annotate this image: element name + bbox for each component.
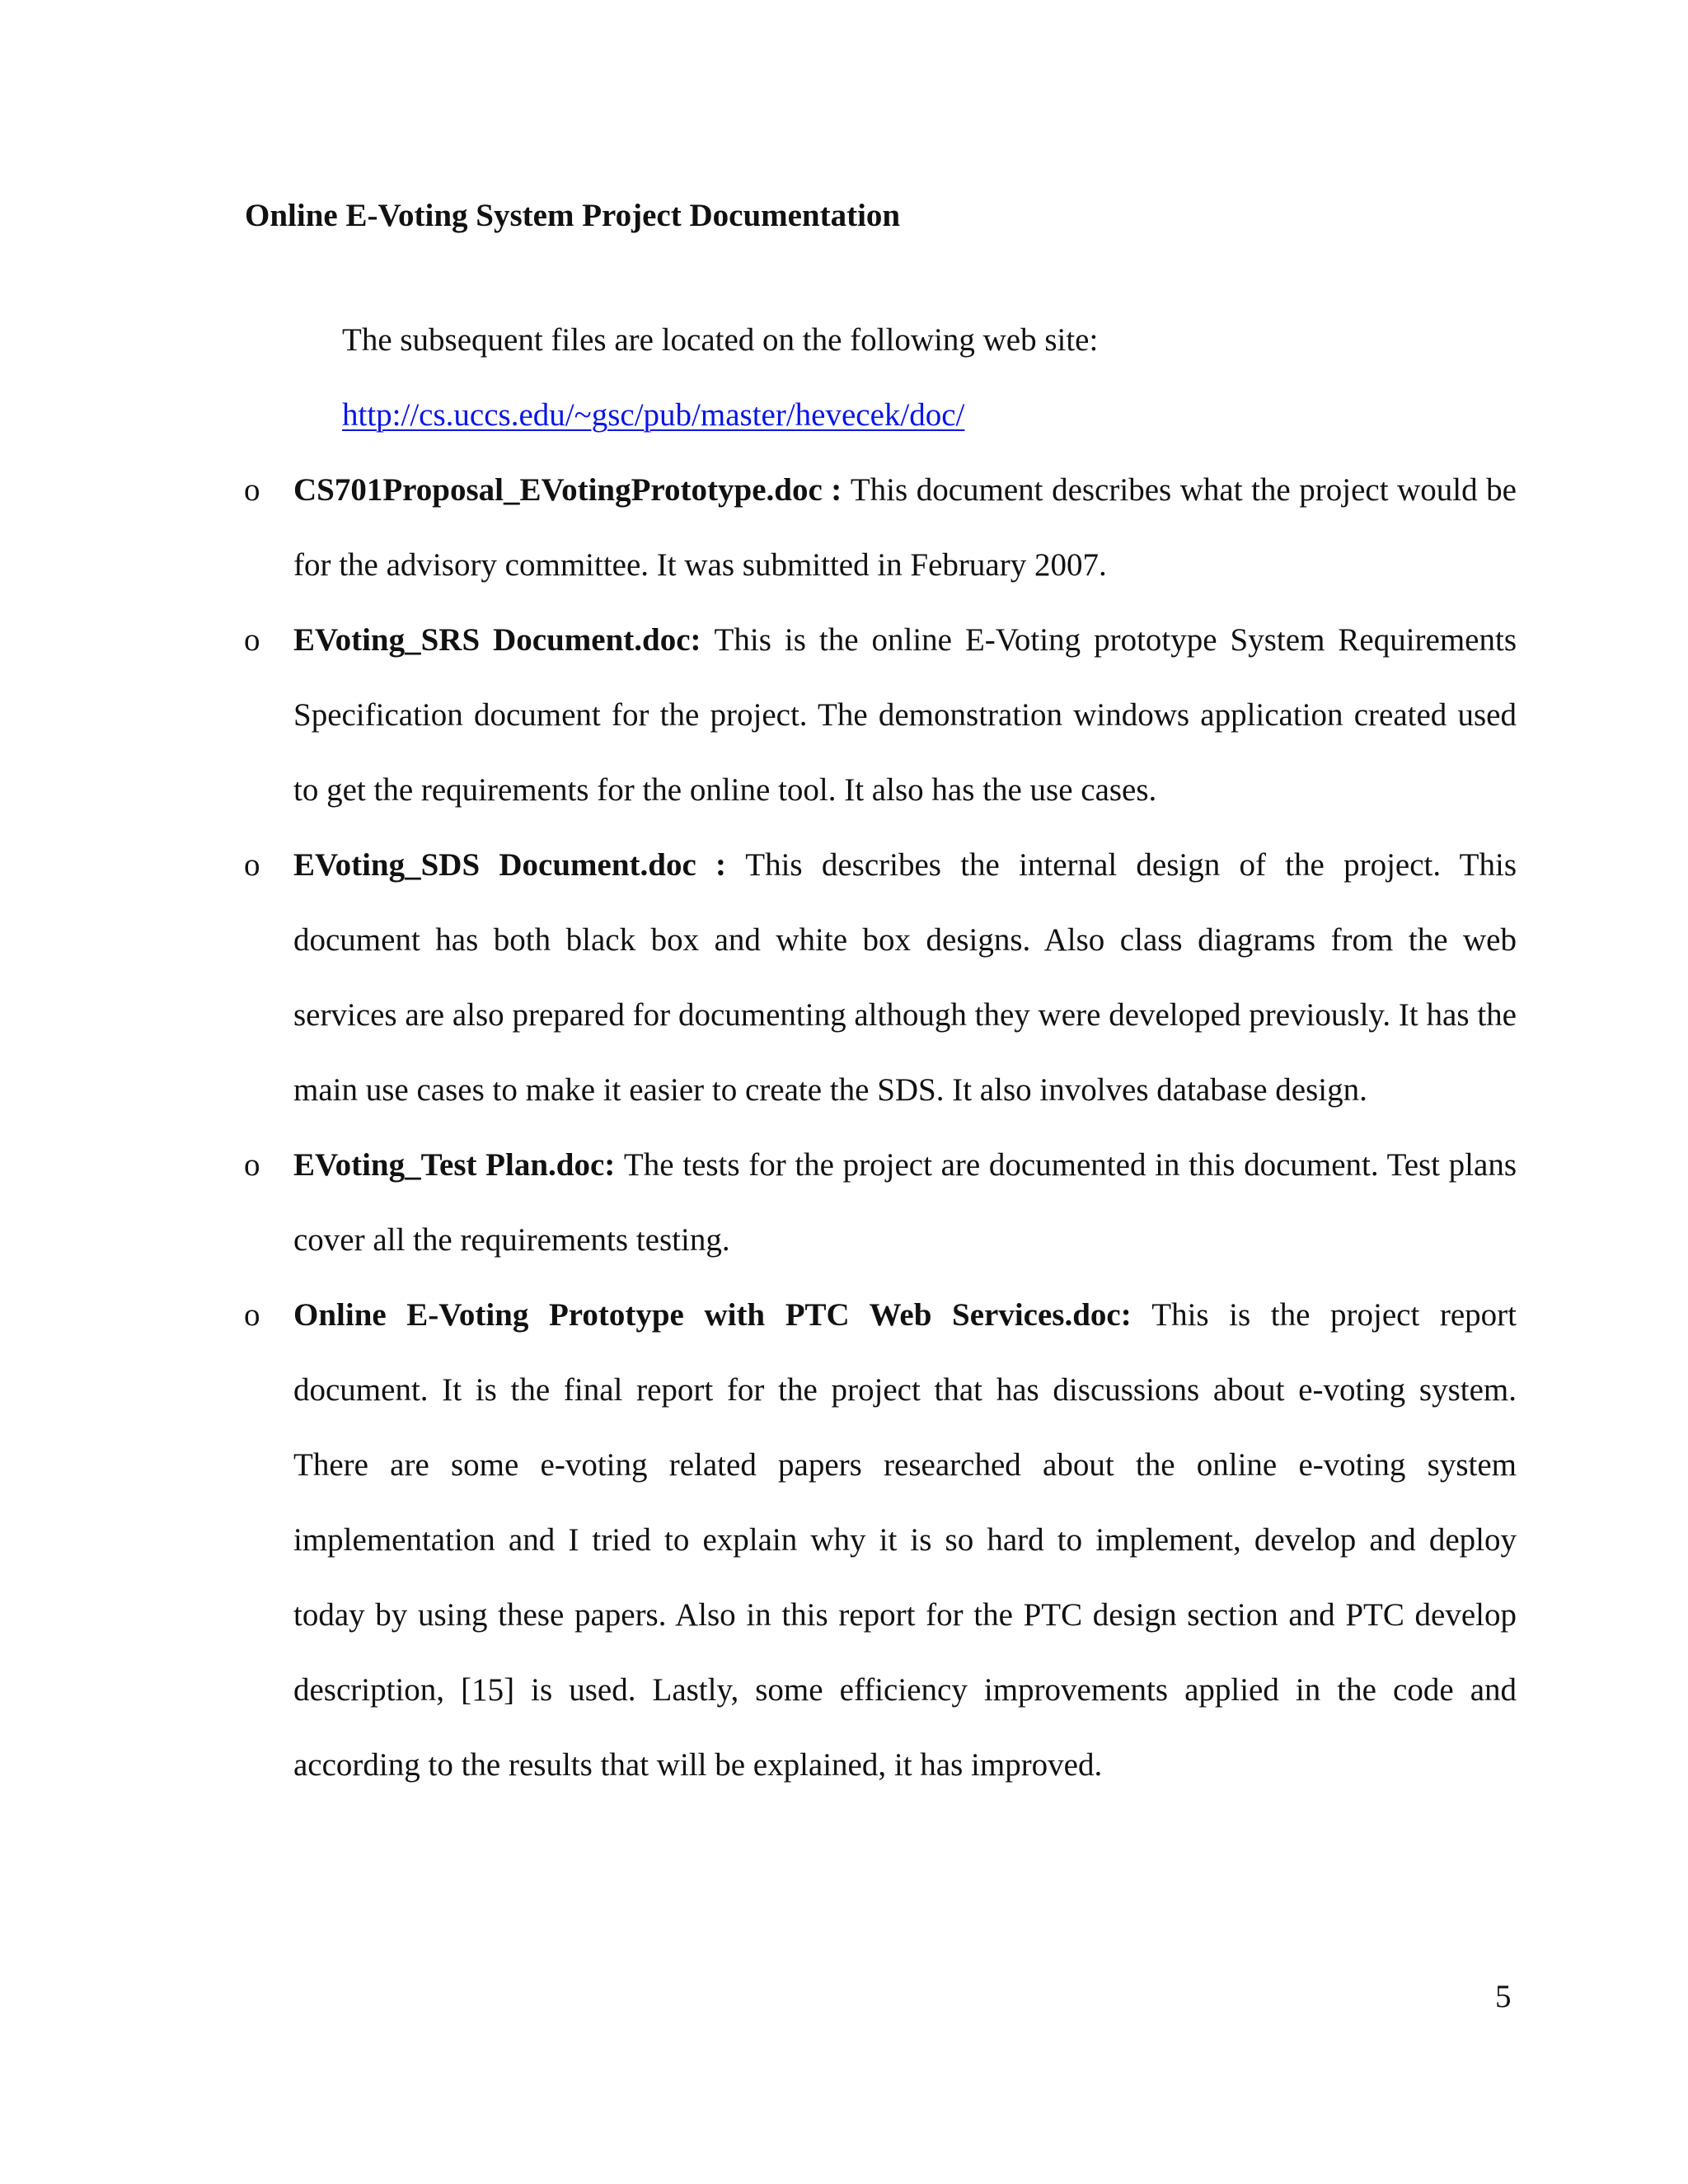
- file-name: Online E-Voting Prototype with PTC Web Services.doc:: [293, 1297, 1152, 1333]
- page-title: Online E-Voting System Project Documentation: [245, 198, 901, 233]
- intro-text: The subsequent files are located on the following web site:: [342, 322, 1099, 358]
- bullet-icon: o: [244, 1297, 260, 1333]
- bullet-icon: o: [244, 622, 260, 658]
- intro-paragraph: [342, 302, 1098, 452]
- page-number: 5: [1495, 1979, 1512, 2014]
- link-line: [342, 377, 1098, 452]
- file-name: EVoting_SRS Document.doc:: [293, 622, 715, 658]
- list-item: [0, 827, 1517, 1127]
- file-description: The tests for the project are documented in this document. Test plans cover all the requirements testing.: [293, 1147, 1517, 1258]
- file-description: This is the project report document. It is the final report for the project that has discussions about e-voting system. There are some e-voting related papers researched about the online e-voting system implementation and I tried to explain why it is so hard to implement, develop and deploy today by using these papers. Also in this report for the PTC design section and PTC develop description, [15] is used. Lastly, some efficiency improvements applied in the code and according to the results that will be explained, it has improved.: [293, 1297, 1517, 1783]
- list-item: [0, 1277, 1517, 1802]
- doc-folder-link[interactable]: http://cs.uccs.edu/~gsc/pub/master/hevecek/doc/: [342, 397, 965, 433]
- file-list: [0, 452, 1688, 1802]
- file-description: This document describes what the project would be for the advisory committee. It was submitted in February 2007.: [293, 472, 1517, 583]
- bullet-icon: o: [244, 1147, 260, 1183]
- file-description: This is the online E-Voting prototype System Requirements Specification document for the project. The demonstration windows application created used to get the requirements for the online tool. It also has the use cases.: [293, 622, 1517, 808]
- file-name: CS701Proposal_EVotingPrototype.doc :: [293, 472, 851, 508]
- list-item: [0, 602, 1517, 827]
- list-item: [0, 1127, 1517, 1277]
- file-name: EVoting_Test Plan.doc:: [293, 1147, 624, 1183]
- bullet-icon: o: [244, 847, 260, 883]
- file-description: This describes the internal design of the project. This document has both black box and white box designs. Also class diagrams from the web services are also prepared for documenting although they were developed previously. It has the main use cases to make it easier to create the SDS. It also involves database design.: [293, 847, 1517, 1108]
- file-name: EVoting_SDS Document.doc :: [293, 847, 746, 883]
- list-item: [0, 452, 1517, 602]
- bullet-icon: o: [244, 472, 260, 508]
